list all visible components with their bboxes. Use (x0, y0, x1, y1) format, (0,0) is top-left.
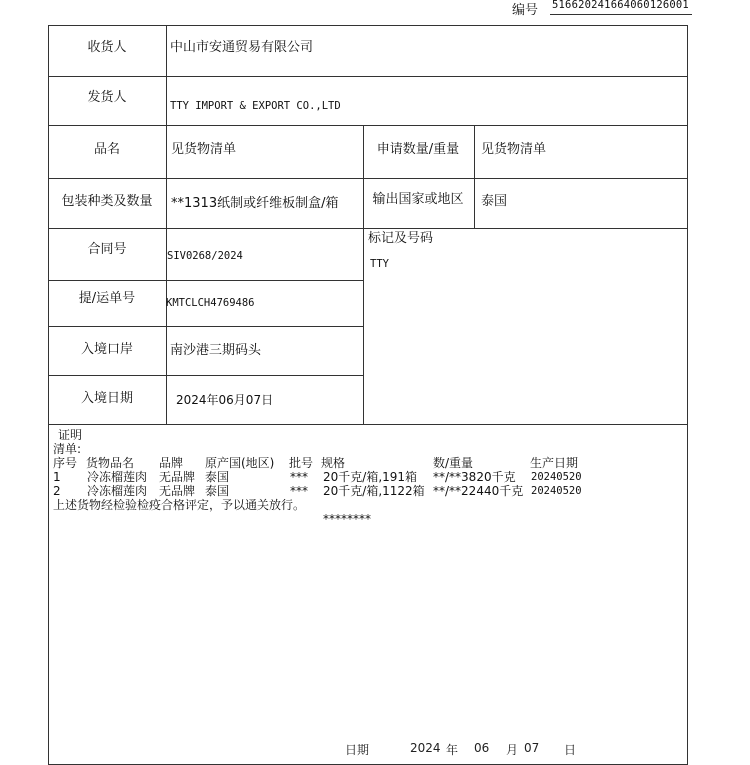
footer-month-unit: 月 (506, 743, 519, 757)
marks-label: 标记及号码 (368, 231, 434, 246)
grid-line (49, 280, 363, 281)
footer-year-unit: 年 (446, 743, 459, 757)
grid-line (49, 228, 687, 229)
footer-date-label: 日期 (345, 743, 370, 757)
entry-date-value: 2024年06月07日 (176, 393, 274, 407)
packing-value: **1313纸制或纤维板制盒/箱 (171, 196, 339, 211)
list-item (53, 470, 683, 484)
col-header: 生产日期 (530, 456, 579, 470)
col-header: 规格 (321, 456, 346, 470)
row-origin: 泰国 (205, 484, 230, 498)
goods-name-label: 品名 (93, 142, 120, 157)
grid-line (49, 375, 363, 376)
contract-no-value: SIV0268/2024 (167, 250, 243, 262)
goods-name-value: 见货物清单 (171, 142, 237, 157)
declared-qty-value: 见货物清单 (481, 142, 547, 157)
footer-year: 2024 (410, 741, 441, 755)
certificate-title: 证明 (58, 428, 83, 442)
list-header-row (53, 456, 683, 470)
footer-day-unit: 日 (564, 743, 577, 757)
consignor-label: 发货人 (87, 90, 127, 105)
row-no: 2 (53, 484, 61, 498)
grid-line (49, 178, 687, 179)
col-header: 原产国(地区) (205, 456, 275, 470)
col-header: 品牌 (159, 456, 184, 470)
declared-qty-label: 申请数量/重量 (376, 142, 460, 157)
grid-line (166, 26, 167, 424)
clearance-statement: 上述货物经检验检疫合格评定，予以通关放行。 (53, 498, 306, 512)
footer-day: 07 (524, 741, 540, 755)
end-mark: ******** (323, 512, 371, 526)
consignee-label: 收货人 (87, 40, 127, 55)
col-header: 批号 (289, 456, 314, 470)
row-spec: 20千克/箱,1122箱 (323, 484, 425, 498)
row-qty: **/**22440千克 (433, 484, 524, 498)
row-name: 冷冻榴莲肉 (87, 484, 148, 498)
grid-line (474, 125, 475, 228)
row-origin: 泰国 (205, 470, 230, 484)
footer-date (0, 741, 750, 755)
row-brand: 无品牌 (159, 484, 196, 498)
consignor-value: TTY IMPORT & EXPORT CO.,LTD (170, 100, 341, 112)
consignee-value: 中山市安通贸易有限公司 (170, 40, 314, 55)
row-batch: *** (290, 470, 308, 484)
grid-line (49, 76, 687, 77)
col-header: 数/重量 (433, 456, 474, 470)
grid-line (49, 326, 363, 327)
row-name: 冷冻榴莲肉 (87, 470, 148, 484)
entry-port-label: 入境口岸 (80, 342, 133, 357)
grid-line (49, 424, 687, 425)
row-date: 20240520 (531, 471, 582, 483)
footer-month: 06 (474, 741, 490, 755)
row-no: 1 (53, 470, 61, 484)
serial-number-value: 516620241664060126001 (550, 0, 692, 15)
col-header: 货物品名 (86, 456, 135, 470)
row-date: 20240520 (531, 485, 582, 497)
col-header: 序号 (53, 456, 78, 470)
row-batch: *** (290, 484, 308, 498)
bl-no-label: 提/运单号 (78, 291, 136, 306)
list-title: 清单: (53, 442, 82, 456)
serial-number-label: 编号 (512, 3, 539, 18)
entry-port-value: 南沙港三期码头 (170, 343, 262, 358)
grid-line (49, 125, 687, 126)
certificate-section (53, 428, 683, 526)
entry-date-label: 入境日期 (80, 391, 133, 406)
origin-country-value: 泰国 (481, 194, 508, 209)
contract-no-label: 合同号 (87, 242, 127, 257)
grid-line (363, 125, 364, 424)
bl-no-value: KMTCLCH4769486 (166, 297, 255, 309)
row-brand: 无品牌 (159, 470, 196, 484)
packing-label: 包装种类及数量 (61, 194, 153, 209)
row-qty: **/**3820千克 (433, 470, 516, 484)
origin-country-label: 输出国家或地区 (372, 192, 464, 207)
row-spec: 20千克/箱,191箱 (323, 470, 418, 484)
list-item (53, 484, 683, 498)
marks-value: TTY (370, 258, 389, 270)
